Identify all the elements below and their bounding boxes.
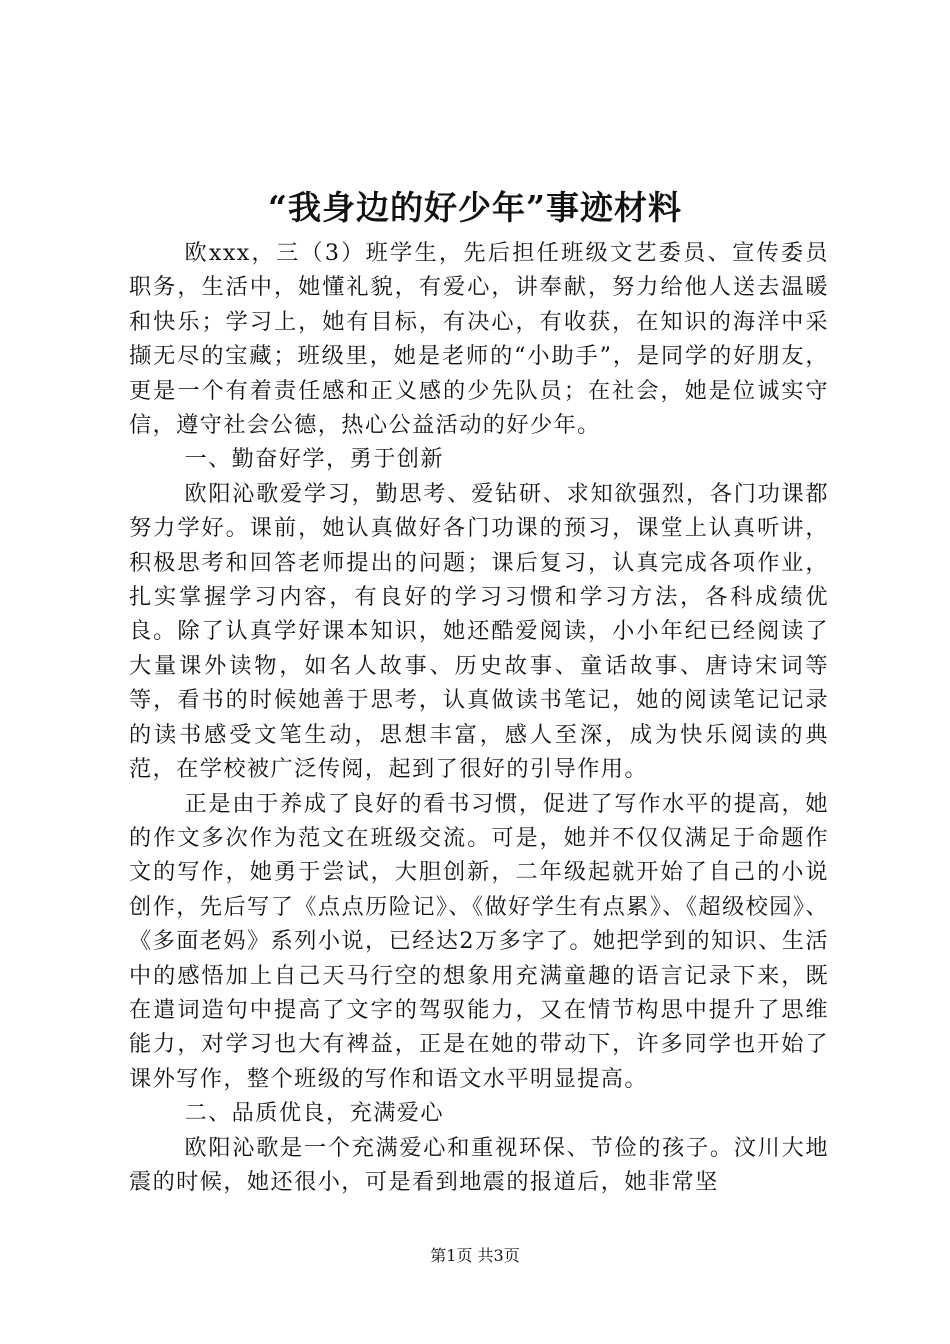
page-footer: 第1页 共3页 bbox=[430, 1246, 520, 1265]
section-heading-1: 一、勤奋好学，勇于创新 bbox=[184, 446, 444, 473]
document-title: “我身边的好少年”事迹材料 bbox=[268, 188, 682, 227]
section-heading-2: 二、品质优良，充满爱心 bbox=[184, 1100, 444, 1127]
section-1-paragraph-1: 欧阳沁歌爱学习，勤思考、爱钻研、求知欲强烈，各门功课都努力学好。课前，她认真做好各门功课的预习，课堂上认真听讲，积极思考和回答老师提出的问题；课后复习，认真完成各项作业，扎实掌握学习内容，有良好的学习习惯和学习方法，各科成绩优良。除了认真学好课本知识，她还酷爱阅读，小小年纪已经阅读了大量课外读物，如名人故事、历史故事、童话故事、唐诗宋词等等，看书的时候她善于思考，认真做读书笔记，她的阅读笔记记录的读书感受文笔生动，思想丰富，感人至深，成为快乐阅读的典范，在学校被广泛传阅，起到了很好的引导作用。 bbox=[129, 480, 829, 783]
intro-paragraph: 欧xxx，三（3）班学生，先后担任班级文艺委员、宣传委员职务，生活中，她懂礼貌，有爱心，讲奉献，努力给他人送去温暖和快乐；学习上，她有目标，有决心，有收获，在知识的海洋中采撷无尽的宝藏；班级里，她是老师的“小助手”，是同学的好朋友，更是一个有着责任感和正义感的少先队员；在社会，她是位诚实守信，遵守社会公德，热心公益活动的好少年。 bbox=[129, 240, 829, 439]
document-body bbox=[129, 236, 829, 1199]
section-1-paragraph-2: 正是由于养成了良好的看书习惯，促进了写作水平的提高，她的作文多次作为范文在班级交流。可是，她并不仅仅满足于命题作文的写作，她勇于尝试，大胆创新，二年级起就开始了自己的小说创作，先后写了《点点历险记》、《做好学生有点累》、《超级校园》、《多面老妈》系列小说，已经达2万多字了。她把学到的知识、生活中的感悟加上自己天马行空的想象用充满童趣的语言记录下来，既在遣词造句中提高了文字的驾驭能力，又在情节构思中提升了思维能力，对学习也大有裨益，正是在她的带动下，许多同学也开始了课外写作，整个班级的写作和语文水平明显提高。 bbox=[129, 790, 829, 1092]
section-2-paragraph-1: 欧阳沁歌是一个充满爱心和重视环保、节俭的孩子。汶川大地震的时候，她还很小，可是看到地震的报道后，她非常坚 bbox=[129, 1134, 829, 1195]
